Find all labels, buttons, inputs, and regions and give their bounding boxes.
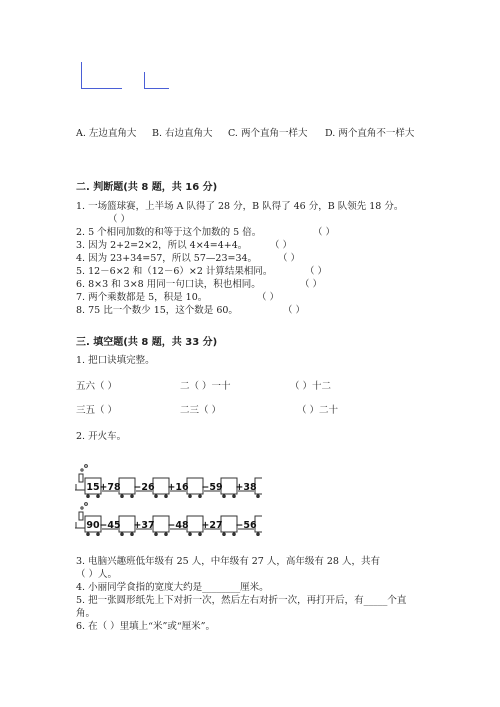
t2-label-9: −56 <box>235 520 257 531</box>
fill-q3-line2: （ ）人。 <box>76 569 118 580</box>
t1-wheel <box>198 494 202 498</box>
t1-wheel <box>86 494 90 498</box>
fill-q5-line1: 5. 把一张圆形纸先上下对折一次，然后左右对折一次，再打开后，有_____个直 <box>76 595 407 606</box>
t1-wheel <box>232 494 236 498</box>
fill-r2-c3: （ ）二十 <box>297 405 339 416</box>
t1-label-7: −59 <box>201 482 223 493</box>
option-a: A. 左边直角大 <box>76 128 137 139</box>
t2-label-0: 90 <box>86 520 100 531</box>
right-angle-left <box>81 62 122 89</box>
fill-r1-c1: 五六（ ） <box>76 381 118 392</box>
t1-wheel <box>188 494 192 498</box>
judge-q6: 6. 8×3 和 3×8 用同一句口诀，积也相同。 <box>76 279 261 290</box>
t2-label-3: +37 <box>133 520 155 531</box>
fill-q5-line2: 角。 <box>76 608 96 619</box>
judge-q5-paren: （ ） <box>305 266 328 277</box>
t1-wheel <box>96 494 100 498</box>
t1-wheel <box>120 494 124 498</box>
t2-wheel <box>256 532 260 536</box>
t1-label-9: +38 <box>235 482 257 493</box>
t2-wheel <box>198 532 202 536</box>
t2-wheel <box>164 532 168 536</box>
t2-label-7: +27 <box>201 520 223 531</box>
judge-q7-paren: （ ） <box>257 292 280 303</box>
fill-q1: 1. 把口诀填完整。 <box>76 355 155 366</box>
t2-wheel <box>96 532 100 536</box>
option-b: B. 右边直角大 <box>152 128 213 139</box>
t1-wheel <box>154 494 158 498</box>
right-angle-right <box>144 72 169 89</box>
t2-wheel <box>232 532 236 536</box>
train-1 <box>72 462 262 500</box>
judge-q4-paren: （ ） <box>278 253 301 264</box>
fill-q2: 2. 开火车。 <box>76 431 127 442</box>
t1-wheel <box>222 494 226 498</box>
judge-q3-paren: （ ） <box>270 240 293 251</box>
fill-q6: 6. 在（ ）里填上“米”或“厘米”。 <box>76 621 216 632</box>
fill-section-title: 三. 填空题(共 8 题，共 33 分) <box>76 337 218 348</box>
fill-r1-c2: 二（ ）一十 <box>180 381 231 392</box>
judge-q1-paren: （ ） <box>108 214 131 225</box>
option-d: D. 两个直角不一样大 <box>325 128 415 139</box>
t1-wheel <box>130 494 134 498</box>
judge-q5: 5. 12－6×2 和（12－6）×2 计算结果相同。 <box>76 266 273 277</box>
t2-wheel <box>120 532 124 536</box>
t1-label-5: +16 <box>167 482 189 493</box>
fill-q3-line1: 3. 电脑兴趣班低年级有 25 人，中年级有 27 人，高年级有 28 人，共有 <box>76 556 380 567</box>
t1-label-1: +78 <box>99 482 121 493</box>
t2-label-1: −45 <box>99 520 121 531</box>
t1-label-0: 15 <box>86 482 100 493</box>
judge-q1-line1: 1. 一场篮球赛，上半场 A 队得了 28 分，B 队得了 46 分，B 队领先 18 分。 <box>76 201 404 212</box>
judge-section-title: 二. 判断题(共 8 题，共 16 分) <box>76 182 218 193</box>
judge-q2-paren: （ ） <box>313 227 336 238</box>
judge-q7: 7. 两个乘数都是 5，积是 10。 <box>76 292 208 303</box>
t2-wheel <box>188 532 192 536</box>
t2-wheel <box>130 532 134 536</box>
t2-wheel <box>222 532 226 536</box>
fill-q4: 4. 小丽同学食指的宽度大约是________厘米。 <box>76 582 269 593</box>
judge-q4: 4. 因为 23+34=57，所以 57—23=34。 <box>76 253 258 264</box>
option-c: C. 两个直角一样大 <box>228 128 308 139</box>
train-2 <box>72 500 262 538</box>
t1-wheel <box>256 494 260 498</box>
t2-label-5: −48 <box>167 520 189 531</box>
judge-q6-paren: （ ） <box>300 279 323 290</box>
fill-r2-c2: 二三（ ） <box>180 405 222 416</box>
t2-wheel <box>86 532 90 536</box>
fill-r1-c3: （ ）十二 <box>290 381 332 392</box>
t1-label-3: −26 <box>133 482 155 493</box>
t2-wheel <box>154 532 158 536</box>
judge-q8-paren: （ ） <box>283 305 306 316</box>
judge-q8: 8. 75 比一个数少 15，这个数是 60。 <box>76 305 238 316</box>
judge-q3: 3. 因为 2+2=2×2，所以 4×4=4+4。 <box>76 240 248 251</box>
fill-r2-c1: 三五（ ） <box>76 405 118 416</box>
judge-q2: 2. 5 个相同加数的和等于这个加数的 5 倍。 <box>76 227 262 238</box>
t1-wheel <box>164 494 168 498</box>
